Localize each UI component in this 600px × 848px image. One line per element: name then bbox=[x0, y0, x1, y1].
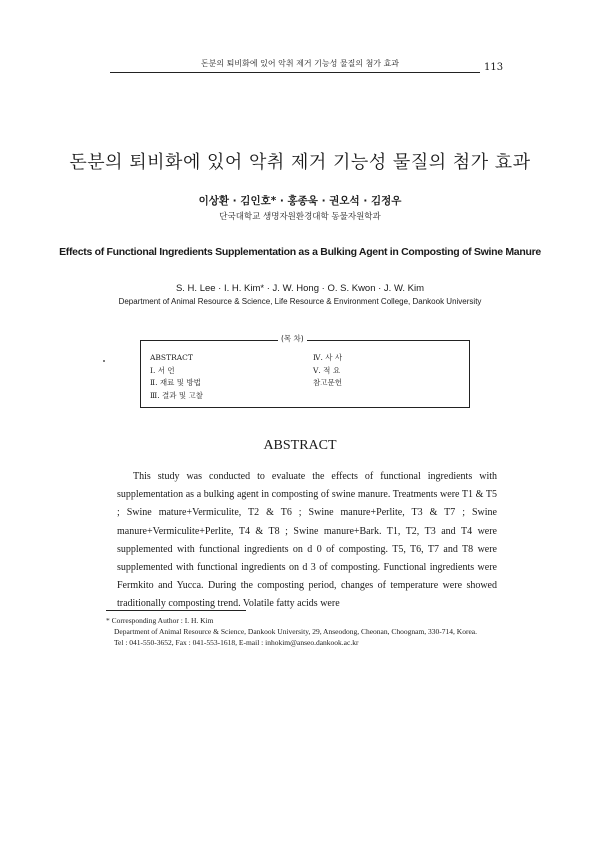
abstract-body bbox=[117, 468, 497, 614]
footnote-address: Department of Animal Resource & Science, Dankook University, 29, Anseodong, Cheonan, Choognam, 330-714, Korea. bbox=[114, 627, 477, 636]
scan-speck bbox=[103, 360, 105, 362]
table-of-contents bbox=[140, 334, 470, 408]
running-header: 돈분의 퇴비화에 있어 악취 제거 기능성 물질의 첨가 효과 bbox=[200, 59, 400, 68]
affiliation-english: Department of Animal Resource & Science, Life Resource & Environment College, Dankook University bbox=[118, 297, 482, 306]
paper-title-english: Effects of Functional Ingredients Supplementation as a Bulking Agent in Composting of Swine Manure bbox=[59, 246, 541, 258]
toc-item: 참고문헌 bbox=[313, 378, 342, 387]
authors-english: S. H. Lee · I. H. Kim* · J. W. Hong · O. S. Kwon · J. W. Kim bbox=[175, 283, 425, 294]
toc-item: Ⅰ. 서 언 bbox=[150, 365, 175, 375]
toc-label: (목 차) bbox=[278, 333, 307, 344]
toc-right-column bbox=[313, 352, 342, 390]
toc-item: Ⅳ. 사 사 bbox=[313, 353, 343, 362]
page-number: 113 bbox=[484, 62, 504, 73]
abstract-heading: ABSTRACT bbox=[263, 438, 337, 453]
footnote-rule bbox=[106, 610, 246, 611]
toc-item: Ⅴ. 적 요 bbox=[313, 365, 341, 375]
toc-item: ABSTRACT bbox=[150, 353, 193, 362]
footnote-contact: Tel : 041-550-3652, Fax : 041-553-1618, E-mail : inhokim@anseo.dankook.ac.kr bbox=[114, 638, 359, 647]
footnote bbox=[106, 615, 506, 648]
toc-left-column bbox=[150, 352, 203, 402]
toc-item: Ⅱ. 재료 및 방법 bbox=[150, 378, 201, 387]
abstract-paragraph: This study was conducted to evaluate the effects of functional ingredients with supplementation as a bulking agent in composting of swine manure. Treatments were T1 & T5 ; Swine mature+Vermiculite, T2 & T6 ; Swine manure+Perlite, T3 & T7 ; Swine manure+Vermiculite+Perlite, T4 & T8 ; Swine manure+Bark. T1, T2, T3 and T4 were supplemented with functional ingredients on d 0 of composting. T5, T6, T7 and T8 were supplemented with functional ingredients on d 3 of composting. Functional ingredients were Fermkito and Yucca. During the composting period, changes of temperature were showed traditionally composting trend. Volatile fatty acids were bbox=[117, 471, 497, 610]
toc-item: Ⅲ. 결과 및 고찰 bbox=[150, 390, 203, 400]
footnote-corresponding-author: * Corresponding Author : I. H. Kim bbox=[106, 616, 214, 625]
toc-right-border bbox=[469, 340, 470, 408]
header-rule bbox=[110, 72, 480, 73]
toc-left-border bbox=[140, 340, 141, 408]
paper-title-korean: 돈분의 퇴비화에 있어 악취 제거 기능성 물질의 첨가 효과 bbox=[69, 152, 531, 173]
toc-bottom-border bbox=[140, 407, 470, 408]
authors-korean: 이상환 · 김인호* · 홍종욱 · 권오석 · 김정우 bbox=[198, 195, 402, 207]
affiliation-korean: 단국대학교 생명자원환경대학 동물자원학과 bbox=[219, 212, 381, 222]
